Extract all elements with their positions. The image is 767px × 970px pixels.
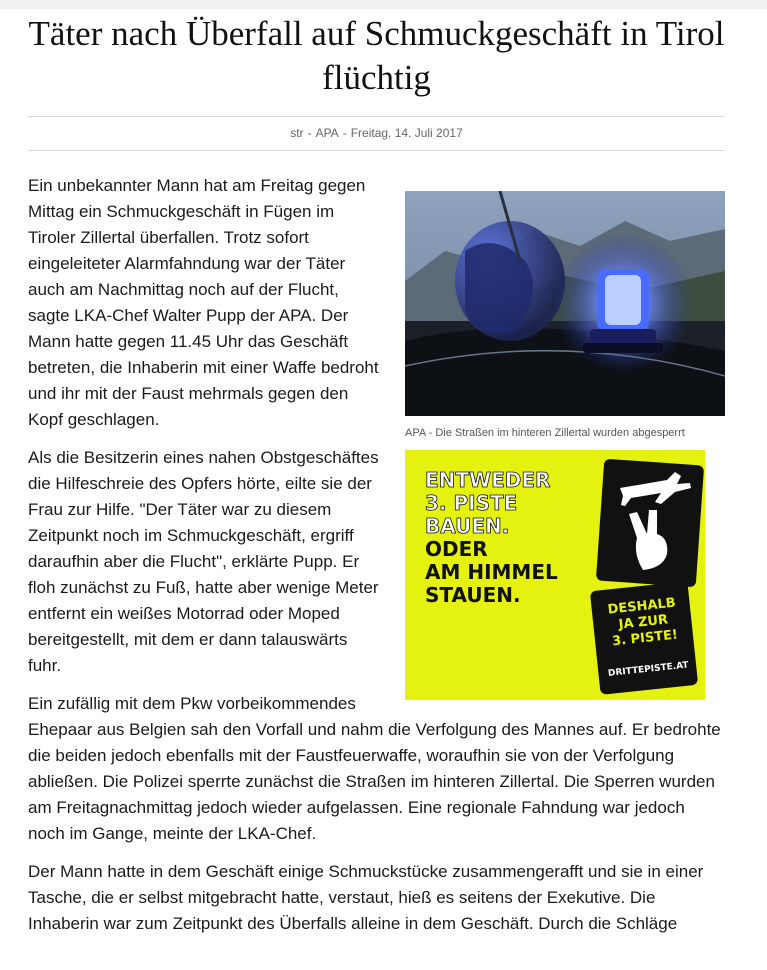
byline-date: Freitag, 14. Juli 2017	[350, 126, 463, 140]
ad-subline-line-2: AM HIMMEL	[425, 560, 558, 584]
police-blue-light-photo[interactable]	[405, 191, 725, 416]
article-paragraph-4: Der Mann hatte in dem Geschäft einige Schmuckstücke zusammengerafft und sie in einer Tasche, die er selbst mitgebracht hatte, verstaut, hieß es seitens der Exekutive. Die Inhaberin war zum Zeitpunkt des Überfalls alleine in dem Geschäft. Durch die Schläge	[28, 862, 704, 933]
ad-subline-line-3: STAUEN.	[425, 583, 521, 607]
byline-source: APA	[315, 126, 339, 140]
byline-author: str	[290, 126, 304, 140]
article-paragraph-3: Ein zufällig mit dem Pkw vorbeikommendes Ehepaar aus Belgien sah den Vorfall und nahm die Verfolgung des Mannes auf. Er bedrohte die beiden jedoch ebenfalls mit der Faustfeuerwaffe, woraufhin sie von der Verfolgung abließen. Die Polizei sperrte zunächst die Straßen im hinteren Zillertal. Die Sperren wurden am Freitagnachmittag jedoch wieder aufgelassen. Eine regionale Fahndung war jedoch noch im Gange, meinte der LKA-Chef.	[28, 694, 721, 843]
article-paragraph-2: Als die Besitzerin eines nahen Obstgeschäftes die Hilfeschreie des Opfers hörte, eilte sie der Frau zur Hilfe. "Der Täter war zu diesem Zeitpunkt noch im Schmuckgeschäft, ergriff daraufhin aber die Flucht", erklärte Pupp. Er floh zunächst zu Fuß, hatte aber wenige Meter entfernt ein weißes Motorrad oder Moped bereitgestellt, mit dem er dann talauswärts fuhr.	[28, 448, 379, 675]
article-paragraph-1: Ein unbekannter Mann hat am Freitag gegen Mittag ein Schmuckgeschäft in Fügen im Tiroler Zillertal überfallen. Trotz sofort eingeleiteter Alarmfahndung war der Täter auch am Nachmittag noch auf der Flucht, sagte LKA-Chef Walter Pupp der APA. Der Mann hatte gegen 11.45 Uhr das Geschäft betreten, die Inhaberin mit einer Waffe bedroht und ihr mit der Faust mehrmals gegen den Kopf geschlagen.	[28, 176, 379, 429]
ad-headline-line-2: 3. PISTE	[425, 491, 518, 515]
ad-graphic[interactable]	[405, 450, 705, 700]
ad-badge-line-2: JA ZUR	[618, 612, 669, 633]
ad-badge	[590, 581, 698, 695]
title-divider	[28, 116, 725, 117]
article-figure	[405, 191, 725, 440]
advertisement-banner[interactable]	[405, 450, 705, 700]
article-body	[28, 173, 725, 949]
ad-badge-line-3: 3. PISTE!	[611, 627, 679, 650]
airplane-victory-hand-icon	[596, 459, 704, 588]
byline-divider	[28, 150, 725, 151]
article-title: Täter nach Überfall auf Schmuckgeschäft in Tirol flüchtig	[28, 14, 725, 97]
ad-badge-line-1: DESHALB	[607, 595, 677, 618]
byline: str - APA - Freitag, 14. Juli 2017	[290, 126, 463, 140]
ad-headline-line-3: BAUEN.	[425, 514, 510, 538]
top-bar	[0, 0, 767, 9]
ad-subline-line-1: ODER	[425, 537, 488, 561]
photo-caption: APA - Die Straßen im hinteren Zillertal wurden abgesperrt	[405, 427, 685, 439]
ad-url[interactable]: DRITTEPISTE.AT	[607, 660, 690, 679]
ad-headline-line-1: ENTWEDER	[425, 468, 551, 492]
